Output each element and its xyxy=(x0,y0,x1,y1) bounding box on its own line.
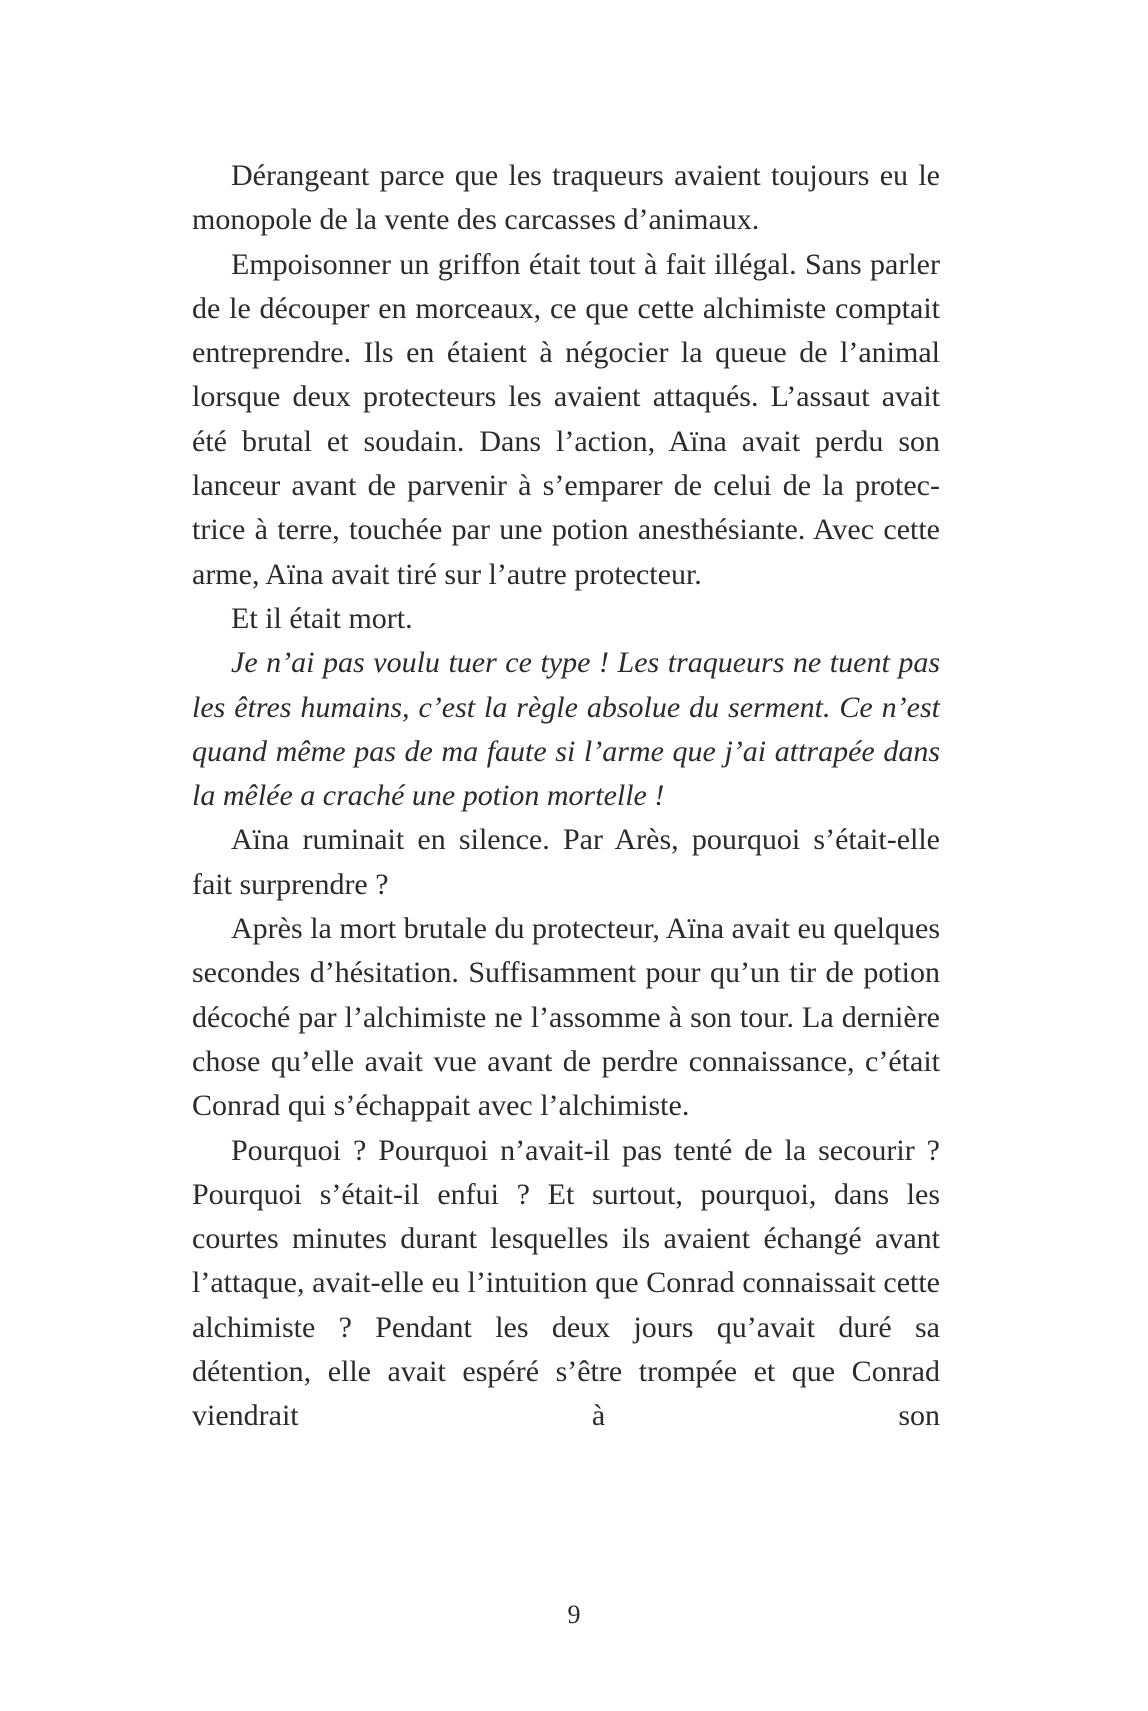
paragraph-3: Et il était mort. xyxy=(231,601,413,635)
paragraph-7: Pourquoi ? Pourquoi n’avait-il pas tenté de la secourir ? Pourquoi s’était-il enfui ? Et surtout, pourquoi, dans les courtes minutes durant lesquelles ils avaient échangé avant l’attaque, avait-elle eu l’intuition que Conrad connaissait cette alchimiste ? Pendant les deux jours qu’avait duré sa détention, elle avait espéré s’être trompée et que Conrad viendrait à son xyxy=(192,1133,940,1433)
page-number: 9 xyxy=(567,1600,581,1629)
paragraph-1: Dérangeant parce que les traqueurs avaient toujours eu le monopole de la vente des carcasses d’animaux. xyxy=(192,159,940,237)
paragraph-4-italic-thought: Je n’ai pas voulu tuer ce type ! Les traqueurs ne tuent pas les êtres humains, c’est la règle absolue du serment. Ce n’est quand même pas de ma faute si l’arme que j’ai attrapée dans la mêlée a craché une potion mortelle ! xyxy=(192,646,940,813)
body-text xyxy=(192,154,940,1439)
paragraph-2: Empoisonner un griffon était tout à fait illégal. Sans parler de le découper en morceaux, ce que cette alchimiste comptait entreprendre. Ils en étaient à négocier la queue de l’animal lorsque deux protecteurs les avaient attaqués. L’assaut avait été brutal et soudain. Dans l’action, Aïna avait perdu son lanceur avant de parvenir à s’emparer de celui de la protectrice à terre, touchée par une potion anesthésiante. Avec cette arme, Aïna avait tiré sur l’autre protecteur. xyxy=(192,247,940,591)
paragraph-5: Aïna ruminait en silence. Par Arès, pourquoi s’était-elle fait surprendre ? xyxy=(192,823,940,901)
paragraph-6: Après la mort brutale du protecteur, Aïna avait eu quelques secondes d’hésitation. Suffisamment pour qu’un tir de potion décoché par l’alchimiste ne l’assomme à son tour. La dernière chose qu’elle avait vue avant de perdre connaissance, c’était Conrad qui s’échappait avec l’alchimiste. xyxy=(192,912,940,1123)
